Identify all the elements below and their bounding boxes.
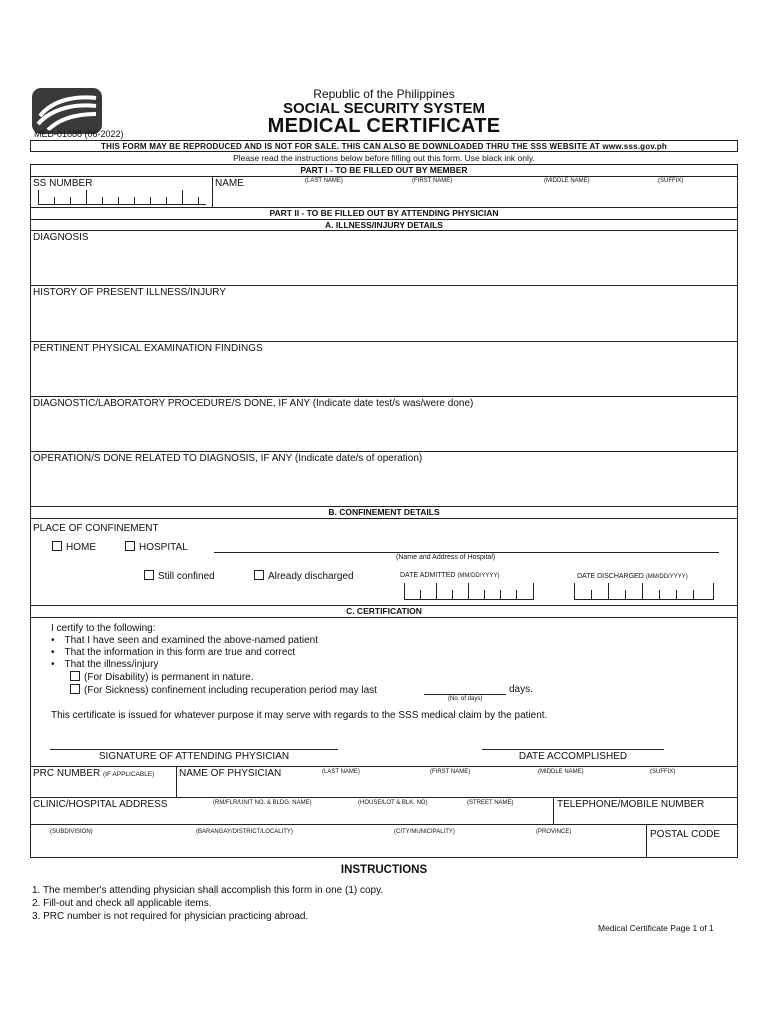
ss-number-input[interactable] bbox=[38, 190, 206, 205]
home-checkbox[interactable] bbox=[52, 541, 96, 553]
house-caption: (HOUSE/LOT & BLK. NO) bbox=[358, 800, 428, 806]
physical-exam-field[interactable] bbox=[31, 355, 737, 396]
bullet-icon: • bbox=[51, 635, 55, 646]
hospital-name-caption: (Name and Address of Hospital) bbox=[396, 554, 496, 561]
cert-bullet-3 bbox=[51, 659, 158, 671]
physical-exam-label: PERTINENT PHYSICAL EXAMINATION FINDINGS bbox=[33, 343, 263, 354]
already-discharged-label: Already discharged bbox=[268, 571, 354, 582]
signature-input[interactable] bbox=[50, 749, 338, 750]
date-admitted-label bbox=[400, 572, 499, 579]
date-accomplished-input[interactable] bbox=[482, 749, 664, 750]
date-discharged-label bbox=[577, 573, 688, 580]
certify-intro: I certify to the following: bbox=[51, 623, 156, 634]
divider bbox=[212, 176, 213, 207]
bullet-icon: • bbox=[51, 659, 55, 670]
divider bbox=[176, 766, 177, 797]
still-confined-checkbox[interactable] bbox=[144, 570, 215, 582]
agency-name: SOCIAL SECURITY SYSTEM bbox=[283, 100, 485, 117]
cert-bullet-2 bbox=[51, 647, 295, 659]
page-title: MEDICAL CERTIFICATE bbox=[267, 115, 501, 137]
divider bbox=[30, 285, 738, 286]
date-format: (MM/DD/YYYY) bbox=[645, 574, 688, 580]
instruction-item: 3. PRC number is not required for physician practicing abroad. bbox=[32, 911, 309, 922]
hospital-checkbox[interactable] bbox=[125, 541, 188, 553]
form-code: MED-01688 (06-2022) bbox=[34, 129, 124, 139]
hospital-label: HOSPITAL bbox=[139, 542, 188, 553]
page-footer: Medical Certificate Page 1 of 1 bbox=[598, 923, 714, 933]
checkbox-icon bbox=[254, 570, 264, 580]
date-accomplished-label: DATE ACCOMPLISHED bbox=[518, 751, 628, 762]
ss-number-label: SS NUMBER bbox=[33, 178, 93, 189]
date-discharged-input[interactable] bbox=[574, 583, 714, 600]
section-b-title: B. CONFINEMENT DETAILS bbox=[328, 507, 440, 517]
days-label: days. bbox=[509, 684, 533, 695]
date-admitted-text: DATE ADMITTED bbox=[400, 572, 456, 579]
certificate-statement: This certificate is issued for whatever purpose it may serve with regards to the SSS medical claim by the patient. bbox=[51, 710, 548, 721]
suffix-caption: (SUFFIX) bbox=[658, 178, 684, 184]
history-field[interactable] bbox=[31, 299, 737, 341]
middle-name-caption: (MIDDLE NAME) bbox=[538, 769, 584, 775]
still-confined-label: Still confined bbox=[158, 571, 215, 582]
divider bbox=[30, 766, 738, 767]
republic-text: Republic of the Philippines bbox=[313, 87, 455, 101]
barangay-caption: (BARANGAY/DISTRICT/LOCALITY) bbox=[196, 829, 293, 835]
signature-label: SIGNATURE OF ATTENDING PHYSICIAN bbox=[98, 751, 290, 762]
instruction-item: 1. The member's attending physician shall accomplish this form in one (1) copy. bbox=[32, 885, 384, 896]
place-of-confinement-label: PLACE OF CONFINEMENT bbox=[33, 523, 159, 534]
city-caption: (CITY/MUNICIPALITY) bbox=[394, 829, 455, 835]
section-c-title: C. CERTIFICATION bbox=[346, 606, 422, 616]
already-discharged-checkbox[interactable] bbox=[254, 570, 354, 582]
date-format: (MM/DD/YYYY) bbox=[457, 573, 500, 579]
street-caption: (STREET NAME) bbox=[467, 800, 514, 806]
reproduction-notice: THIS FORM MAY BE REPRODUCED AND IS NOT FOR SALE. THIS CAN ALSO BE DOWNLOADED THRU THE SSS WEBSITE AT www.sss.gov.ph bbox=[30, 140, 738, 152]
operations-field[interactable] bbox=[31, 465, 737, 506]
last-name-caption: (LAST NAME) bbox=[305, 178, 343, 184]
divider bbox=[30, 797, 738, 798]
diagnostic-field[interactable] bbox=[31, 410, 737, 451]
checkbox-icon bbox=[144, 570, 154, 580]
subdivision-caption: (SUBDIVISION) bbox=[50, 829, 93, 835]
telephone-input[interactable] bbox=[555, 812, 736, 824]
instruction-item: 2. Fill-out and check all applicable items. bbox=[32, 898, 212, 909]
address-line-2-input[interactable] bbox=[31, 838, 645, 856]
middle-name-caption: (MIDDLE NAME) bbox=[544, 178, 590, 184]
disability-label: (For Disability) is permanent in nature. bbox=[84, 672, 254, 683]
checkbox-icon bbox=[52, 541, 62, 551]
sss-logo-icon bbox=[32, 88, 102, 134]
checkbox-icon bbox=[70, 684, 80, 694]
divider bbox=[30, 396, 738, 397]
name-label: NAME bbox=[215, 178, 244, 189]
prc-number-input[interactable] bbox=[31, 780, 175, 796]
hospital-name-input[interactable] bbox=[214, 552, 719, 553]
history-label: HISTORY OF PRESENT ILLNESS/INJURY bbox=[33, 287, 227, 298]
telephone-label: TELEPHONE/MOBILE NUMBER bbox=[557, 799, 705, 810]
sickness-label: (For Sickness) confinement including recuperation period may last bbox=[84, 685, 377, 696]
part1-title: PART I - TO BE FILLED OUT BY MEMBER bbox=[300, 165, 468, 175]
part2-title: PART II - TO BE FILLED OUT BY ATTENDING PHYSICIAN bbox=[269, 208, 499, 218]
sickness-checkbox[interactable] bbox=[70, 684, 377, 697]
diagnosis-field[interactable] bbox=[31, 244, 737, 285]
cert-bullet-1 bbox=[51, 635, 318, 647]
bullet-icon: • bbox=[51, 647, 55, 658]
disability-checkbox[interactable] bbox=[70, 671, 254, 684]
divider bbox=[30, 176, 738, 177]
checkbox-icon bbox=[70, 671, 80, 681]
first-name-caption: (FIRST NAME) bbox=[430, 769, 471, 775]
cert-text: That the illness/injury bbox=[64, 659, 159, 670]
cert-text: That I have seen and examined the above-named patient bbox=[64, 635, 319, 646]
prc-note: (IF APPLICABLE) bbox=[103, 771, 155, 778]
postal-code-label: POSTAL CODE bbox=[650, 829, 721, 840]
divider bbox=[646, 824, 647, 858]
prc-label-text: PRC NUMBER bbox=[33, 768, 101, 779]
diagnostic-label: DIAGNOSTIC/LABORATORY PROCEDURE/S DONE, IF ANY (Indicate date test/s was/were done) bbox=[33, 398, 474, 409]
physician-name-input[interactable] bbox=[178, 780, 736, 796]
checkbox-icon bbox=[125, 541, 135, 551]
last-name-caption: (LAST NAME) bbox=[322, 769, 360, 775]
province-caption: (PROVINCE) bbox=[536, 829, 572, 835]
divider bbox=[30, 451, 738, 452]
divider bbox=[30, 617, 738, 618]
prc-number-label bbox=[33, 768, 154, 779]
clinic-address-input[interactable] bbox=[31, 812, 551, 824]
divider bbox=[30, 341, 738, 342]
date-discharged-text: DATE DISCHARGED bbox=[577, 573, 644, 580]
rm-caption: (RM/FLR/UNIT NO. & BLDG. NAME) bbox=[213, 800, 312, 806]
divider bbox=[30, 824, 738, 825]
number-of-days-input[interactable] bbox=[424, 694, 506, 695]
section-a-title: A. ILLNESS/INJURY DETAILS bbox=[325, 220, 443, 230]
divider bbox=[30, 518, 738, 519]
suffix-caption: (SUFFIX) bbox=[650, 769, 676, 775]
date-admitted-input[interactable] bbox=[404, 583, 534, 600]
home-label: HOME bbox=[66, 542, 96, 553]
operations-label: OPERATION/S DONE RELATED TO DIAGNOSIS, IF ANY (Indicate date/s of operation) bbox=[33, 453, 423, 464]
physician-name-label: NAME OF PHYSICIAN bbox=[179, 768, 282, 779]
diagnosis-label: DIAGNOSIS bbox=[33, 232, 89, 243]
clinic-address-label: CLINIC/HOSPITAL ADDRESS bbox=[33, 799, 168, 810]
postal-code-input[interactable] bbox=[648, 842, 736, 856]
divider bbox=[553, 797, 554, 824]
cert-text: That the information in this form are true and correct bbox=[64, 647, 296, 658]
read-instructions-note: Please read the instructions below before filling out this form. Use black ink only. bbox=[233, 153, 535, 163]
no-of-days-caption: (No. of days) bbox=[448, 696, 483, 702]
instructions-title: INSTRUCTIONS bbox=[340, 864, 428, 876]
first-name-caption: (FIRST NAME) bbox=[412, 178, 453, 184]
divider bbox=[30, 230, 738, 231]
